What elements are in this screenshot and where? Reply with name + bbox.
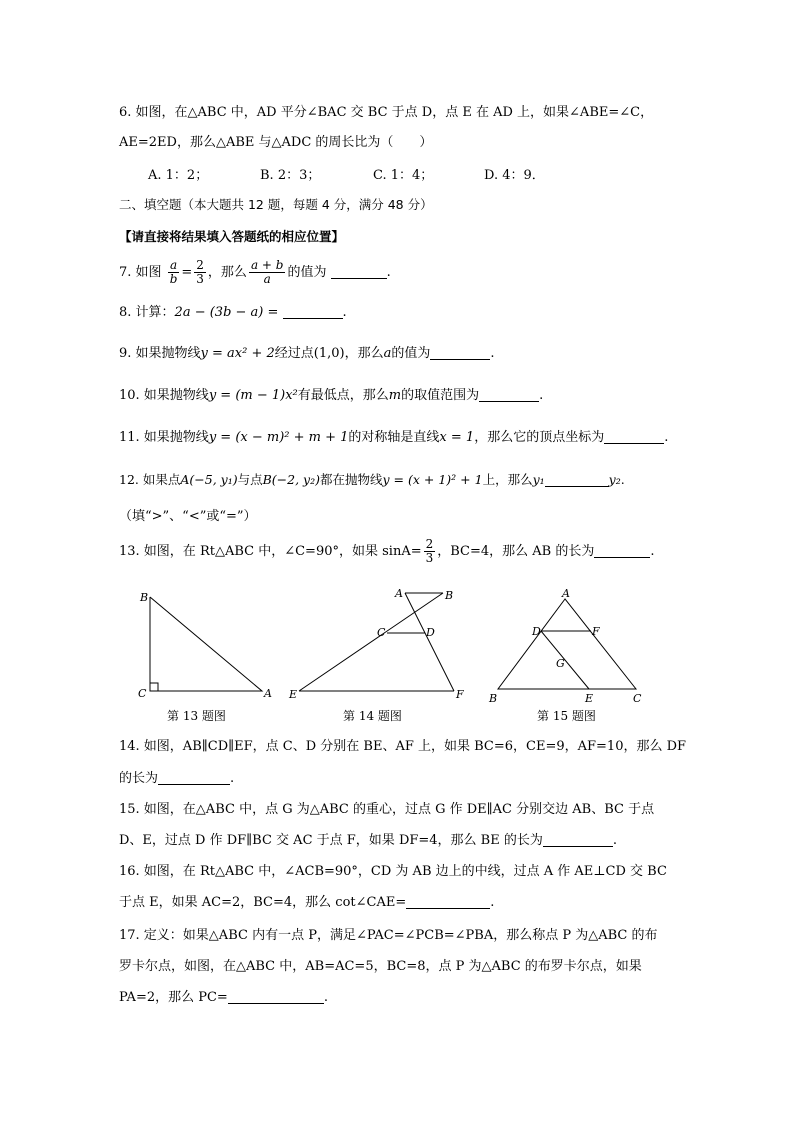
fig15-label-e: E (585, 692, 594, 705)
q7-answer-blank[interactable] (331, 264, 387, 279)
fig14-label-a: A (395, 587, 403, 600)
q9-answer-blank[interactable] (430, 345, 490, 360)
fig14-caption: 第 14 题图 (343, 709, 402, 723)
section-note: 【请直接将结果填入答题纸的相应位置】 (119, 229, 345, 244)
fig15-label-g: G (556, 657, 565, 670)
q6-option-d: D. 4：9． (484, 168, 545, 183)
q12-note: （填“>”、“<”或“=”） (119, 509, 257, 524)
fig14-label-d: D (426, 626, 435, 639)
fig14-label-b: B (445, 589, 454, 602)
fig14-label-c: C (377, 626, 386, 639)
q8-answer-blank[interactable] (283, 304, 343, 319)
q15-line1: 15. 如图，在△ABC 中，点 G 为△ABC 的重心，过点 G 作 DE∥AC 分别交边 AB、BC 于点 (119, 802, 655, 817)
q14-line1: 14. 如图，AB∥CD∥EF，点 C、D 分别在 BE、AF 上，如果 BC=6，CE=9，AF=10，那么 DF (119, 739, 687, 754)
q7-frac-ab: $\frac{a}{b}$ (169, 258, 178, 286)
fig13-caption: 第 13 题图 (167, 709, 226, 723)
q11: 11. 如果抛物线y = (x − m)² + m + 1的对称轴是直线x = 1，那么它的顶点坐标为 . (119, 430, 669, 445)
fig15-label-d: D (532, 625, 541, 638)
figure-14 (285, 585, 470, 710)
q6-option-b: B. 2：3； (260, 168, 321, 183)
q16-line1: 16. 如图，在 Rt△ABC 中，∠ACB=90°，CD 为 AB 边上的中线，过点 A 作 AE⊥CD 交 BC (119, 864, 667, 879)
q6-line2: AE=2ED，那么△ABE 与△ADC 的周长比为（ ） (119, 135, 433, 150)
q14-answer-blank[interactable] (158, 770, 230, 785)
q7-frac-23: $\frac{2}{3}$ (196, 258, 204, 286)
q7-prefix: 7. 如图 (119, 265, 162, 280)
q12-answer-blank[interactable] (545, 472, 609, 487)
fig15-label-c: C (633, 692, 642, 705)
fig14-label-f: F (456, 688, 464, 701)
q8: 8. 计算：2a − (3b − a) = . (119, 305, 347, 320)
fig13-label-c: C (138, 687, 147, 700)
q17-line1: 17. 定义：如果△ABC 内有一点 P，满足∠PAC=∠PCB=∠PBA，那么称点 P 为△ABC 的布 (119, 928, 658, 943)
q12: 12. 如果点A(−5, y₁)与点B(−2, y₂)都在抛物线y = (x + 1)² + 1上，那么y₁ y₂. (119, 472, 625, 487)
q14-line2: 的长为 . (119, 771, 235, 786)
q16-answer-blank[interactable] (406, 894, 490, 909)
q16-line2: 于点 E，如果 AC=2，BC=4，那么 cot∠CAE= . (119, 895, 495, 910)
fig15-label-f: F (592, 625, 600, 638)
q7-frac-apb: $\frac{a + b}{a}$ (250, 258, 284, 286)
q13: 13. 如图，在 Rt△ABC 中，∠C=90°，如果 sinA= $\frac{2}{3}$ ，BC=4，那么 AB 的长为 . (119, 537, 655, 565)
fig13-label-a: A (264, 687, 272, 700)
q13-answer-blank[interactable] (594, 543, 650, 558)
q13-frac: $\frac{2}{3}$ (425, 537, 434, 565)
q17-line2: 罗卡尔点，如图，在△ABC 中，AB=AC=5，BC=8，点 P 为△ABC 的布罗卡尔点，如果 (119, 959, 642, 974)
fig13-label-b: B (140, 591, 149, 604)
q10-answer-blank[interactable] (479, 387, 539, 402)
q6-option-a: A. 1：2； (148, 168, 209, 183)
q17-answer-blank[interactable] (228, 989, 324, 1004)
q15-line2: D、E，过点 D 作 DF∥BC 交 AC 于点 F，如果 DF=4，那么 BE 的长为 . (119, 833, 617, 848)
fig15-caption: 第 15 题图 (537, 709, 596, 723)
fig14-label-e: E (289, 688, 298, 701)
q17-line3: PA=2，那么 PC= . (119, 990, 328, 1005)
q9: 9. 如果抛物线y = ax² + 2经过点(1,0)，那么a的值为 . (119, 346, 495, 361)
q6-line1: 6. 如图，在△ABC 中，AD 平分∠BAC 交 BC 于点 D，点 E 在 AD 上，如果∠ABE=∠C， (119, 105, 654, 120)
q15-answer-blank[interactable] (543, 832, 613, 847)
q11-answer-blank[interactable] (604, 429, 664, 444)
q7: 7. 如图 $\frac{a}{b}$ = $\frac{2}{3}$ ，那么 $\frac{a + b}{a}$ 的值为 . (119, 258, 391, 286)
section-title: 二、填空题（本大题共 12 题，每题 4 分，满分 48 分） (119, 197, 433, 212)
fig15-label-a: A (562, 587, 570, 600)
q6-option-c: C. 1：4； (373, 168, 434, 183)
figure-15 (485, 585, 650, 710)
q8-expression: 2a − (3b − a) = (174, 305, 279, 320)
q10: 10. 如果抛物线y = (m − 1)x²有最低点，那么m的取值范围为 . (119, 388, 544, 403)
figure-13 (130, 585, 280, 710)
fig15-label-b: B (489, 692, 498, 705)
